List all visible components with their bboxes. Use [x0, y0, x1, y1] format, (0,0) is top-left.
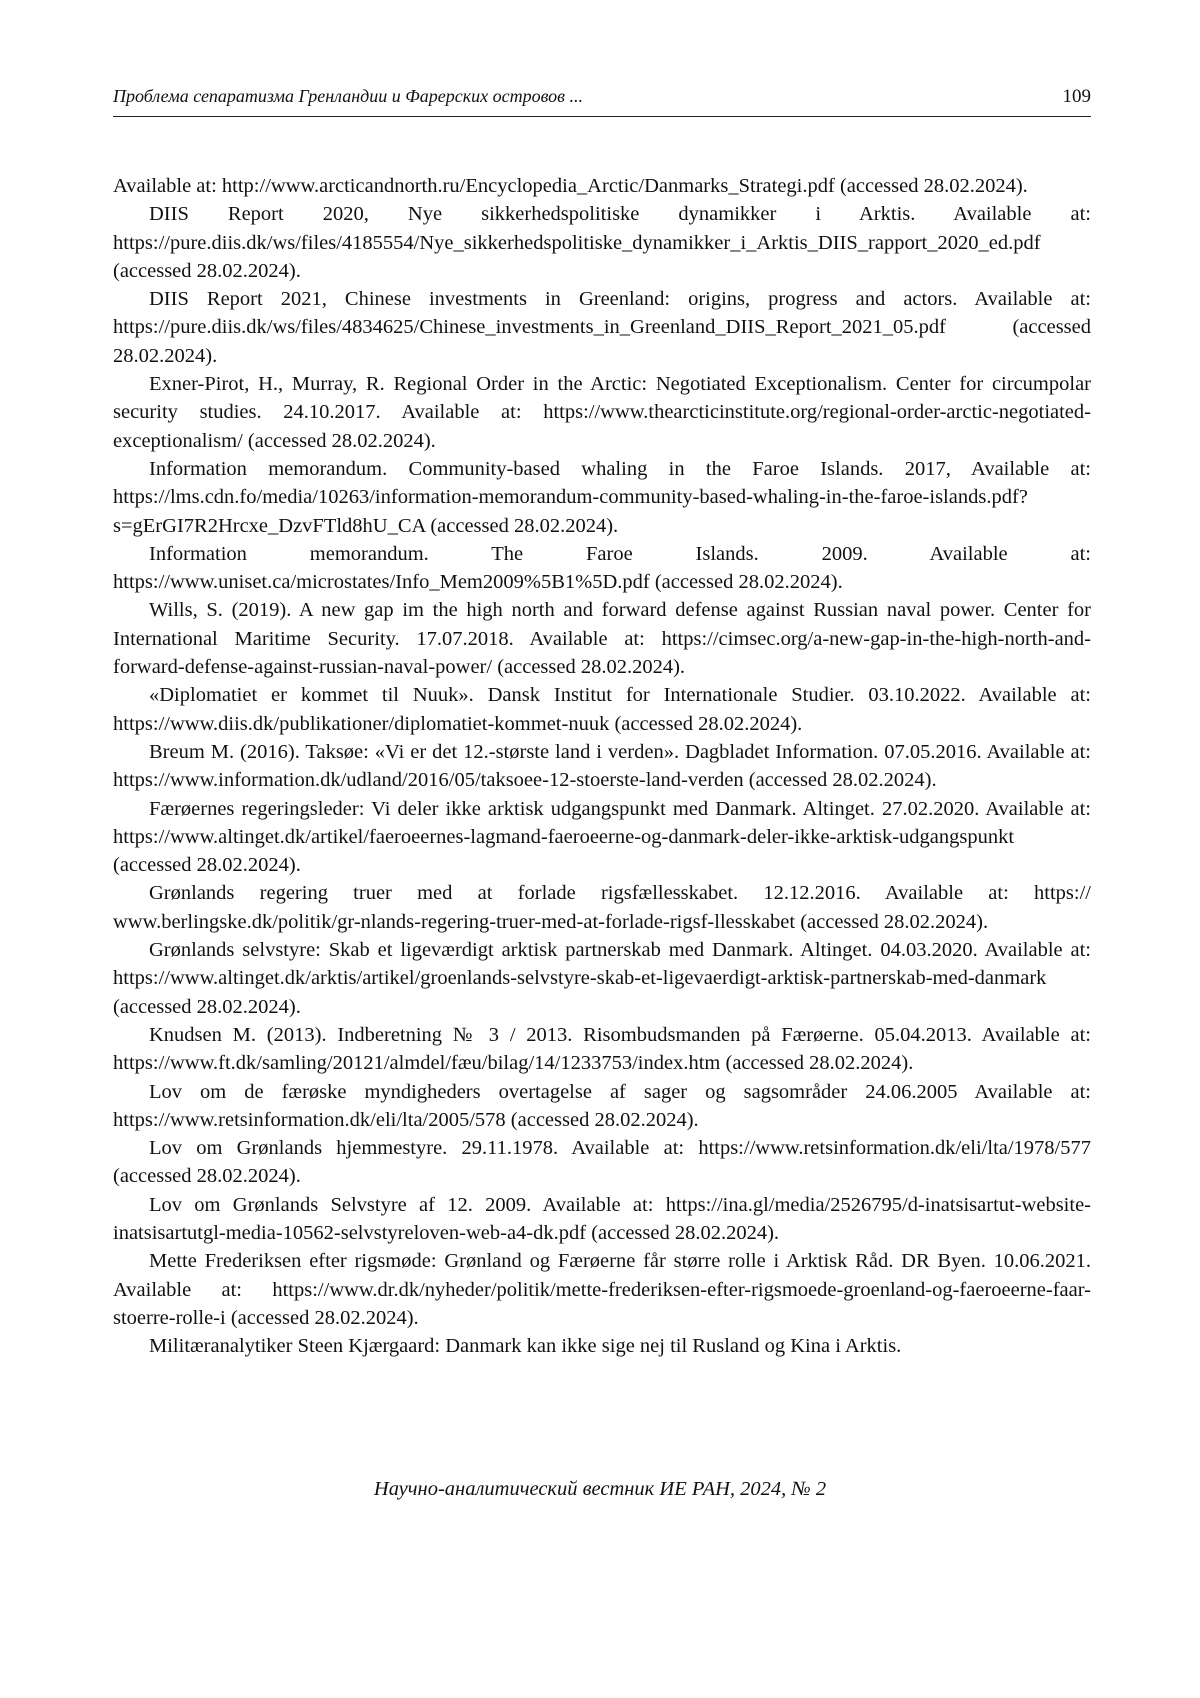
- reference-entry: Information memorandum. The Faroe Islands. 2009. Available at: https://www.uniset.ca/microstates/Info_Mem2009%5B1%5D.pdf (accessed 28.02.2024).: [113, 542, 1091, 594]
- reference-entry: Knudsen M. (2013). Indberetning № 3 / 2013. Risombudsmanden på Færøerne. 05.04.2013. Available at: https://www.ft.dk/samling/20121/almdel/fæu/bilag/14/1233753/index.htm (accessed 28.02.2024).: [113, 1023, 1091, 1075]
- reference-entry: Militæranalytiker Steen Kjærgaard: Danmark kan ikke sige nej til Rusland og Kina i Arktis.: [149, 1335, 902, 1358]
- reference-entry: Available at: http://www.arcticandnorth.ru/Encyclopedia_Arctic/Danmarks_Strategi.pdf (accessed 28.02.2024).: [113, 175, 1028, 197]
- reference-entry: Wills, S. (2019). A new gap im the high north and forward defense against Russian naval power. Center for International Maritime Security. 17.07.2018. Available at: https://cimsec.org/a-new-gap-in-the-high-north-and-forward-defense-against-russian-naval-power/ (accessed 28.02.2024).: [113, 599, 1091, 679]
- reference-entry: Lov om Grønlands hjemmestyre. 29.11.1978. Available at: https://www.retsinformation.dk/eli/lta/1978/577 (accessed 28.02.2024).: [113, 1137, 1091, 1188]
- reference-entry: Lov om Grønlands Selvstyre af 12. 2009. Available at: https://ina.gl/media/2526795/d-inatsisartut-website-inatsisartutgl-media-10562-selvstyreloven-web-a4-dk.pdf (accessed 28.02.2024).: [113, 1193, 1091, 1244]
- reference-entry: Grønlands regering truer med at forlade rigsfællesskabet. 12.12.2016. Available at: https:// www.berlingske.dk/politik/gr-nlands-regering-truer-med-at-forlade-rigsf-llesskabet (accessed 28.02.2024).: [113, 882, 1091, 933]
- reference-entry: Færøernes regeringsleder: Vi deler ikke arktisk udgangspunkt med Danmark. Altinget. 27.02.2020. Available at: https://www.altinget.dk/artikel/faeroeernes-lagmand-faeroeerne-og-danmark-deler-ikke-arktisk-udgangspunkt (accessed 28.02.2024).: [113, 797, 1091, 877]
- journal-footer: Научно-аналитический вестник ИЕ РАН, 2024, № 2: [373, 1478, 827, 1500]
- reference-entry: Information memorandum. Community-based whaling in the Faroe Islands. 2017, Available at: https://lms.cdn.fo/media/10263/information-memorandum-community-based-whaling-in-the-faroe-islands.pdf?s=gErGI7R2Hrcxe_DzvFTld8hU_CA (accessed 28.02.2024).: [113, 457, 1091, 537]
- reference-entry: DIIS Report 2020, Nye sikkerhedspolitiske dynamikker i Arktis. Available at: https://pure.diis.dk/ws/files/4185554/Nye_sikkerhedspolitiske_dynamikker_i_Arktis_DIIS_rapport_2020_ed.pdf (accessed 28.02.2024).: [113, 203, 1091, 282]
- reference-entry: Breum M. (2016). Taksøe: «Vi er det 12.-største land i verden». Dagbladet Information. 07.05.2016. Available at: https://www.information.dk/udland/2016/05/taksoee-12-stoerste-land-verden (accessed 28.02.2024).: [113, 740, 1091, 792]
- reference-entry: DIIS Report 2021, Chinese investments in Greenland: origins, progress and actors. Available at: https://pure.diis.dk/ws/files/4834625/Chinese_investments_in_Greenland_DIIS_Report_2021_05.pdf (accessed 28.02.2024).: [113, 288, 1091, 367]
- running-header: [113, 86, 1091, 117]
- reference-list: [113, 172, 1091, 1360]
- reference-entry: Lov om de færøske myndigheders overtagelse af sager og sagsområder 24.06.2005 Available at: https://www.retsinformation.dk/eli/lta/2005/578 (accessed 28.02.2024).: [113, 1080, 1091, 1131]
- reference-entry: Grønlands selvstyre: Skab et ligeværdigt arktisk partnerskab med Danmark. Altinget. 04.03.2020. Available at: https://www.altinget.dk/arktis/artikel/groenlands-selvstyre-skab-et-ligevaerdigt-arktisk-partnerskab-med-danmark (accessed 28.02.2024).: [113, 939, 1091, 1018]
- reference-entry: «Diplomatiet er kommet til Nuuk». Dansk Institut for Internationale Studier. 03.10.2022. Available at: https://www.diis.dk/publikationer/diplomatiet-kommet-nuuk (accessed 28.02.2024).: [113, 684, 1091, 735]
- page-number: 109: [1062, 86, 1091, 107]
- reference-entry: Mette Frederiksen efter rigsmøde: Grønland og Færøerne får større rolle i Arktisk Råd. DR Byen. 10.06.2021. Available at: https://www.dr.dk/nyheder/politik/mette-frederiksen-efter-rigsmoede-groenland-og-faeroeerne-faar-stoerre-rolle-i (accessed 28.02.2024).: [113, 1250, 1091, 1329]
- reference-entry: Exner-Pirot, H., Murray, R. Regional Order in the Arctic: Negotiated Exceptionalism. Center for circumpolar security studies. 24.10.2017. Available at: https://www.thearcticinstitute.org/regional-order-arctic-negotiated-exceptionalism/ (accessed 28.02.2024).: [113, 373, 1091, 452]
- running-title: Проблема сепаратизма Гренландии и Фарерских островов ...: [113, 86, 583, 106]
